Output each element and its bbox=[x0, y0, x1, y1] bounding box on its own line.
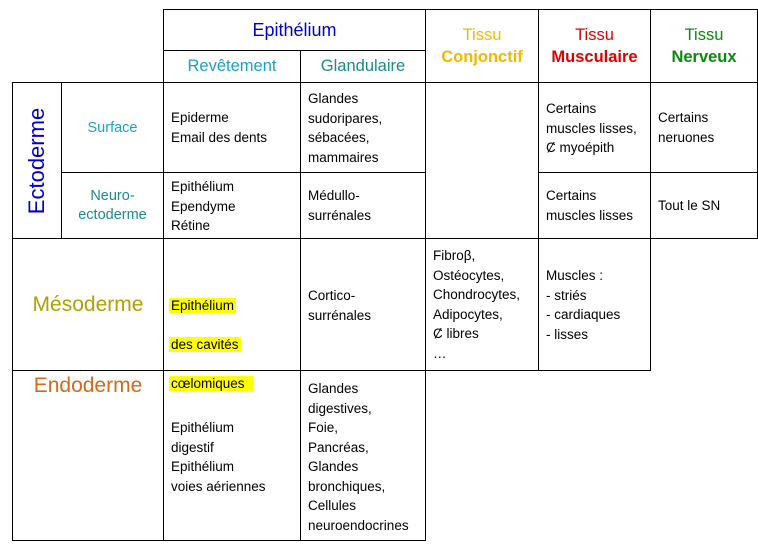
meso-rev-line bbox=[169, 276, 253, 393]
cell-meso-conjonctif: Fibroβ, Ostéocytes, Chondrocytes, Adipocytes, Ȼ libres … bbox=[433, 248, 521, 361]
header-musculaire-top: Tissu bbox=[575, 26, 614, 44]
highlight-line-2: des cavités bbox=[171, 336, 239, 352]
header-conjonctif-top: Tissu bbox=[462, 26, 502, 44]
header-tissu-conjonctif bbox=[426, 10, 538, 82]
cell-neuro-musculaire: Certains muscles lisses bbox=[546, 188, 634, 223]
cell-surface-revetement: Epiderme Email des dents bbox=[171, 110, 268, 145]
row-label-mesoderme: Mésoderme bbox=[32, 292, 144, 316]
row-label-neuroectoderme bbox=[62, 173, 163, 238]
neuro-label-1: Neuro- bbox=[90, 187, 135, 204]
cell-surface-musculaire: Certains muscles lisses, Ȼ myoépith bbox=[546, 101, 637, 155]
header-epithelium: Epithélium bbox=[252, 19, 337, 40]
header-tissu-nerveux bbox=[651, 10, 757, 82]
highlight-line-3: cœlomiques bbox=[169, 376, 253, 391]
cell-meso-glandulaire: Cortico- surrénales bbox=[308, 288, 372, 323]
row-label-endoderme: Endoderme bbox=[33, 374, 143, 397]
header-conjonctif-bottom: Conjonctif bbox=[441, 48, 523, 66]
grid-line bbox=[300, 50, 301, 541]
header-nerveux-top: Tissu bbox=[684, 26, 724, 44]
grid-line bbox=[425, 9, 426, 541]
header-nerveux-bottom: Nerveux bbox=[671, 48, 737, 66]
header-revetement: Revêtement bbox=[187, 57, 277, 75]
neuro-label-2: ectoderme bbox=[78, 206, 147, 223]
header-musculaire-bottom: Musculaire bbox=[551, 48, 638, 66]
grid-line bbox=[538, 172, 757, 173]
row-label-surface: Surface bbox=[87, 119, 138, 136]
highlight-line-1: Epithélium bbox=[171, 297, 235, 313]
ectoderme-label: Ectoderme bbox=[24, 107, 50, 214]
cell-meso-musculaire: Muscles : - striés - cardiaques - lisses bbox=[546, 268, 621, 342]
cell-neuro-revetement: Epithélium Ependyme Rétine bbox=[171, 179, 236, 233]
grid-line bbox=[163, 9, 164, 541]
cell-meso-revetement bbox=[169, 276, 253, 393]
cell-endo-revetement: Epithélium digestif Epithélium voies aériennes bbox=[171, 420, 266, 494]
cell-neuro-nerveux: Tout le SN bbox=[658, 198, 721, 213]
grid-line bbox=[12, 540, 426, 541]
cell-endo-glandulaire: Glandes digestives, Foie, Pancréas, Glandes bronchiques, Cellules neuroendocrines bbox=[308, 381, 409, 533]
row-label-ectoderme bbox=[13, 83, 61, 238]
grid-line bbox=[12, 370, 650, 371]
cell-neuro-glandulaire: Médullo- surrénales bbox=[308, 188, 372, 223]
header-glandulaire: Glandulaire bbox=[320, 57, 406, 75]
cell-surface-nerveux: Certains neruones bbox=[658, 110, 715, 145]
cell-surface-glandulaire: Glandes sudoripares, sébacées, mammaires bbox=[308, 91, 383, 165]
header-tissu-musculaire bbox=[539, 10, 650, 82]
